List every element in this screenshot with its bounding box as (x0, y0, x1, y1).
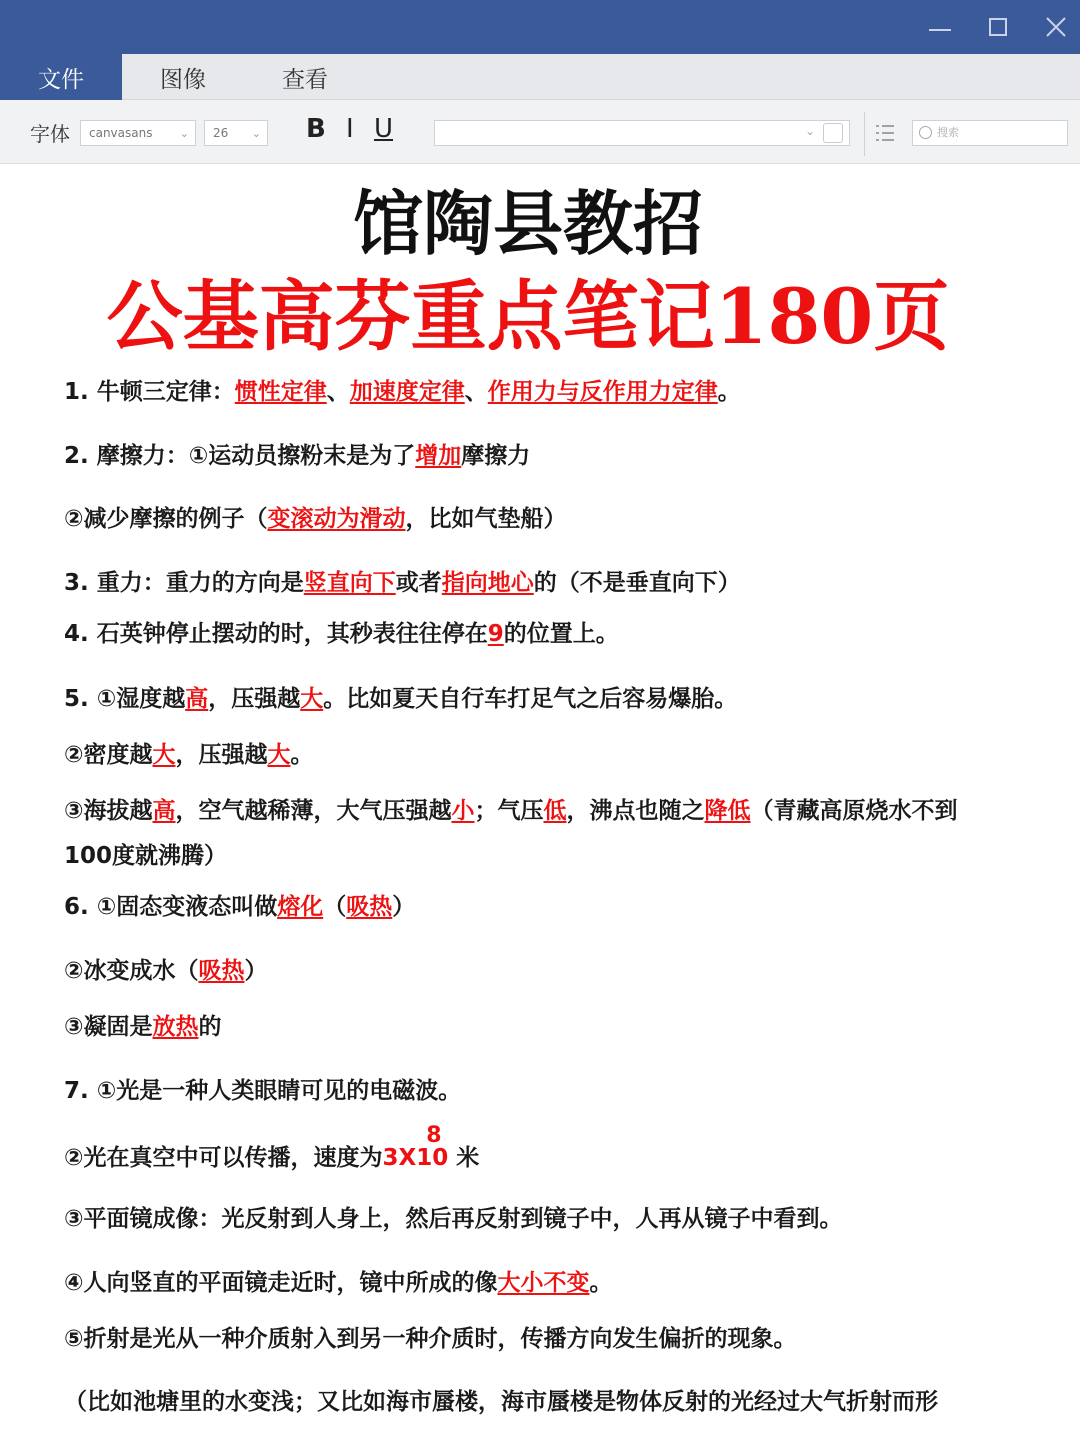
text-segment: ④人向竖直的平面镜走近时，镜中所成的像 (64, 1270, 498, 1296)
text-segment: 。 (290, 742, 314, 768)
text-segment: ⑤折射是光从一种介质射入到另一种介质时，传播方向发生偏折的现象。 (64, 1326, 797, 1352)
document-line (64, 618, 619, 650)
document-line (64, 376, 741, 408)
text-segment: ③海拔越 (64, 798, 153, 824)
text-segment: ，空气越稀薄，大气压强越 (175, 798, 452, 824)
highlight-text: 大 (300, 686, 324, 712)
text-segment: 。 (717, 379, 741, 405)
chevron-down-icon: ⌄ (179, 127, 189, 140)
document-title: 馆陶县教招 (353, 182, 703, 265)
text-segment: 摩擦力 (461, 443, 531, 469)
document-line (64, 440, 530, 472)
text-segment: 100度就沸腾） (64, 843, 228, 869)
menu-bar (0, 54, 1080, 100)
style-combo[interactable] (434, 120, 850, 146)
text-segment: 3. 重力：重力的方向是 (64, 570, 304, 596)
highlight-text: 竖直向下 (303, 570, 396, 596)
document-subtitle: 公基高芬重点笔记180页 (106, 272, 950, 361)
text-segment: 、 (326, 379, 350, 405)
document-line (64, 795, 957, 827)
font-size-value: 26 (213, 126, 229, 140)
text-segment: ，压强越 (208, 686, 301, 712)
chevron-down-icon: ⌄ (251, 127, 261, 140)
document-line (64, 1323, 796, 1355)
toolbar (0, 100, 1080, 164)
highlight-text: 大 (152, 742, 176, 768)
text-segment: ③凝固是 (64, 1014, 153, 1040)
highlight-text: 作用力与反作用力定律 (487, 379, 718, 405)
text-segment: 的 (198, 1014, 222, 1040)
maximize-icon[interactable] (976, 8, 1020, 46)
text-segment: ②减少摩擦的例子（ (64, 506, 268, 532)
text-segment: ，比如气垫船） (405, 506, 567, 532)
font-size-select[interactable] (204, 120, 268, 146)
text-segment: ②光在真空中可以传播，速度为 (64, 1145, 383, 1171)
refresh-icon[interactable] (823, 123, 843, 143)
highlight-text: 加速度定律 (349, 379, 465, 405)
text-segment: 或者 (395, 570, 442, 596)
italic-button[interactable]: I (346, 114, 354, 144)
menu-item-file[interactable]: 文件 (0, 54, 122, 100)
highlight-text: 高 (185, 686, 209, 712)
highlight-text: 指向地心 (441, 570, 534, 596)
text-segment: ，沸点也随之 (566, 798, 705, 824)
document-line (64, 955, 267, 987)
text-segment: 、 (464, 379, 488, 405)
text-segment: ③平面镜成像：光反射到人身上，然后再反射到镜子中，人再从镜子中看到。 (64, 1206, 843, 1232)
highlight-text: 小 (451, 798, 475, 824)
font-family-value: canvasans (89, 126, 153, 140)
text-segment: （青藏高原烧水不到 (750, 798, 958, 824)
window-titlebar (0, 0, 1080, 54)
exponent-label: 8 (426, 1123, 442, 1148)
highlight-text: 熔化 (277, 894, 324, 920)
document-line (64, 1386, 938, 1418)
highlight-text: 增加 (415, 443, 462, 469)
text-segment: 的位置上。 (503, 621, 619, 647)
highlight-text: 大 (267, 742, 291, 768)
document-line (64, 1011, 221, 1043)
highlight-text: 降低 (704, 798, 751, 824)
search-input[interactable] (912, 120, 1068, 146)
text-segment: ②冰变成水（ (64, 958, 199, 984)
document-line (64, 503, 566, 535)
document-line (64, 567, 741, 599)
font-label: 字体 (30, 122, 70, 146)
text-segment: 1. 牛顿三定律： (64, 379, 235, 405)
close-icon[interactable] (1034, 8, 1078, 46)
highlight-text: 大小不变 (497, 1270, 590, 1296)
text-segment: 。 (589, 1270, 613, 1296)
text-segment: ；气压 (474, 798, 544, 824)
toolbar-divider (864, 112, 865, 156)
document-line (64, 1075, 461, 1107)
underline-button[interactable]: U (374, 114, 394, 144)
document-line (64, 739, 313, 771)
highlight-text: 高 (152, 798, 176, 824)
highlight-text: 变滚动为滑动 (267, 506, 406, 532)
bold-button[interactable]: B (306, 114, 326, 144)
menu-item-view[interactable]: 查看 (282, 66, 328, 93)
speed-value: 3X10 (382, 1145, 449, 1171)
text-segment: 7. ①光是一种人类眼睛可见的电磁波。 (64, 1078, 462, 1104)
highlight-text: 吸热 (346, 894, 393, 920)
text-segment: 。比如夏天自行车打足气之后容易爆胎。 (323, 686, 738, 712)
text-segment: ，压强越 (175, 742, 268, 768)
menu-item-image[interactable]: 图像 (160, 66, 206, 93)
document-line (64, 840, 227, 872)
text-segment: 米 (448, 1145, 480, 1171)
text-segment: 的（不是垂直向下） (533, 570, 741, 596)
document-line (64, 1203, 842, 1235)
highlight-text: 惯性定律 (234, 379, 327, 405)
font-family-select[interactable] (80, 120, 196, 146)
list-icon[interactable] (874, 122, 896, 144)
text-segment: 4. 石英钟停止摆动的时，其秒表往往停在 (64, 621, 488, 647)
text-segment: 2. 摩擦力：①运动员擦粉末是为了 (64, 443, 416, 469)
minimize-icon[interactable] (918, 8, 962, 46)
highlight-text: 低 (543, 798, 567, 824)
document-line (64, 1267, 612, 1299)
highlight-text: 放热 (152, 1014, 199, 1040)
text-segment: （比如池塘里的水变浅；又比如海市蜃楼，海市蜃楼是物体反射的光经过大气折射而形 (64, 1389, 938, 1415)
document-line (64, 1142, 479, 1174)
text-segment: （ (323, 894, 347, 920)
highlight-text: 9 (487, 621, 504, 647)
chevron-down-icon: ⌄ (804, 124, 815, 138)
search-placeholder: 搜索 (937, 126, 959, 139)
highlight-text: 吸热 (198, 958, 245, 984)
text-segment: ） (244, 958, 268, 984)
document-line (64, 683, 737, 715)
text-segment: 6. ①固态变液态叫做 (64, 894, 278, 920)
text-segment: ②密度越 (64, 742, 153, 768)
search-icon (919, 126, 932, 139)
document-line (64, 891, 415, 923)
text-segment: ） (392, 894, 416, 920)
text-segment: 5. ①湿度越 (64, 686, 186, 712)
